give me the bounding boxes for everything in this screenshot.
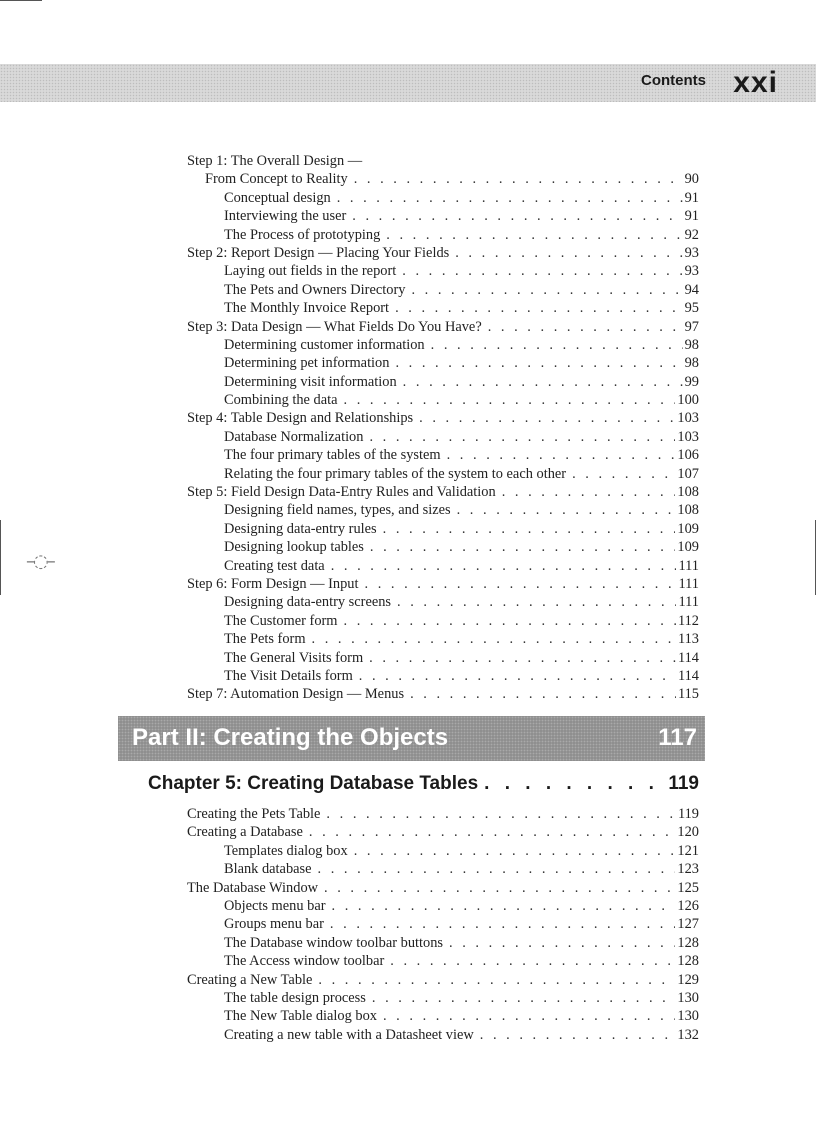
toc-entry-label: Step 6: Form Design — Input — [187, 575, 359, 592]
registration-mark-icon: –◌– — [26, 551, 54, 572]
toc-entry[interactable] — [187, 189, 699, 207]
toc-entry-label: Determining pet information — [224, 355, 390, 372]
toc-entry[interactable] — [187, 1007, 699, 1025]
dot-leader — [330, 915, 675, 933]
toc-entry[interactable] — [187, 152, 699, 170]
dot-leader — [390, 952, 675, 970]
dot-leader — [326, 805, 676, 823]
dot-leader — [337, 189, 683, 207]
crop-mark — [0, 0, 42, 1]
dot-leader — [410, 685, 676, 703]
dot-leader — [411, 281, 682, 299]
dot-leader — [402, 262, 682, 280]
toc-entry-page: 91 — [684, 189, 699, 206]
toc-entry-page: 128 — [677, 934, 699, 951]
toc-entry[interactable] — [187, 685, 699, 703]
running-title: Contents — [641, 72, 706, 89]
part-banner — [118, 716, 705, 761]
toc-entry[interactable] — [187, 354, 699, 372]
toc-entry[interactable] — [187, 952, 699, 970]
toc-entry-page: 130 — [677, 989, 699, 1006]
chapter-page: 119 — [668, 773, 699, 794]
toc-entry[interactable] — [187, 897, 699, 915]
toc-entry-page: 113 — [677, 631, 699, 648]
toc-entry-label: Relating the four primary tables of the system to each other — [224, 465, 567, 482]
toc-entry[interactable] — [187, 989, 699, 1007]
toc-entry-label: The Database Window — [187, 879, 319, 896]
toc-entry[interactable] — [187, 649, 699, 667]
toc-entry-page: 114 — [677, 667, 699, 684]
toc-entry-label: Interviewing the user — [224, 208, 347, 225]
toc-entry[interactable] — [187, 520, 699, 538]
toc-entry-page: 120 — [677, 824, 699, 841]
toc-entry-label: Designing data-entry screens — [224, 594, 392, 611]
toc-entry-label: The Customer form — [224, 612, 338, 629]
toc-entry-label: Conceptual design — [224, 189, 331, 206]
dot-leader — [395, 354, 682, 372]
toc-entry-label: Step 5: Field Design Data-Entry Rules and Validation — [187, 484, 496, 501]
toc-entry-page: 130 — [677, 1008, 699, 1025]
toc-entry-label: Creating a New Table — [187, 971, 313, 988]
toc-entry-page: 93 — [684, 263, 699, 280]
toc-entry[interactable] — [187, 207, 699, 225]
toc-entry-label: Creating a new table with a Datasheet view — [224, 1026, 474, 1043]
toc-entry-label: Step 3: Data Design — What Fields Do You Have? — [187, 318, 482, 335]
toc-entry-page: 111 — [678, 557, 699, 574]
dot-leader — [457, 501, 676, 519]
toc-entry[interactable] — [187, 971, 699, 989]
toc-entry-label: From Concept to Reality — [205, 171, 348, 188]
dot-leader — [395, 299, 683, 317]
toc-entry-page: 90 — [684, 171, 699, 188]
dot-leader — [344, 391, 676, 409]
dot-leader — [318, 971, 675, 989]
dot-leader — [331, 557, 677, 575]
toc-entry-label: Creating test data — [224, 557, 325, 574]
toc-entry-label: The Monthly Invoice Report — [224, 300, 390, 317]
dot-leader — [447, 446, 676, 464]
toc-entry-page: 121 — [677, 842, 699, 859]
toc-entry-label: Blank database — [224, 861, 312, 878]
toc-entry[interactable] — [187, 428, 699, 446]
dot-leader — [312, 630, 676, 648]
toc-entry-label: Combining the data — [224, 392, 338, 409]
toc-entry-page: 108 — [677, 484, 699, 501]
toc-entry[interactable] — [187, 281, 699, 299]
toc-entry-label: Determining customer information — [224, 336, 425, 353]
dot-leader — [352, 207, 682, 225]
toc-entry-page: 91 — [684, 208, 699, 225]
dot-leader — [403, 373, 683, 391]
dot-leader — [354, 842, 676, 860]
toc-entry-label: Designing data-entry rules — [224, 520, 377, 537]
margin-rule-left — [0, 520, 1, 595]
toc-entry[interactable] — [187, 170, 699, 188]
dot-leader — [309, 823, 676, 841]
toc-entry-page: 127 — [677, 916, 699, 933]
toc-entry-label: Determining visit information — [224, 373, 397, 390]
dot-leader — [488, 318, 683, 336]
toc-entry[interactable] — [187, 630, 699, 648]
toc-entry[interactable] — [187, 409, 699, 427]
toc-entry-label: Database Normalization — [224, 428, 364, 445]
toc-entry-label: Creating the Pets Table — [187, 805, 321, 822]
dot-leader — [359, 667, 676, 685]
dot-leader — [332, 897, 676, 915]
dot-leader — [369, 428, 675, 446]
toc-entry[interactable] — [187, 299, 699, 317]
page-number: xxi — [733, 66, 778, 99]
toc-entry-page: 125 — [677, 879, 699, 896]
toc-entry-label: The four primary tables of the system — [224, 447, 441, 464]
toc-entry-label: The Database window toolbar buttons — [224, 934, 444, 951]
toc-entry[interactable] — [187, 842, 699, 860]
dot-leader — [365, 575, 677, 593]
toc-entry-page: 114 — [677, 649, 699, 666]
toc-entry-label: Step 2: Report Design — Placing Your Fields — [187, 244, 450, 261]
dot-leader — [318, 860, 676, 878]
toc-entry-page: 92 — [684, 226, 699, 243]
toc-entry[interactable] — [187, 667, 699, 685]
toc-entry-label: The table design process — [224, 989, 366, 1006]
chapter-heading[interactable] — [148, 773, 699, 795]
dot-leader — [383, 1007, 675, 1025]
toc-entry-page: 100 — [677, 392, 699, 409]
dot-leader — [455, 244, 682, 262]
toc-entry-page: 132 — [677, 1026, 699, 1043]
toc-entry-page: 126 — [677, 897, 699, 914]
toc-entry[interactable] — [187, 915, 699, 933]
toc-section-top — [187, 152, 699, 704]
dot-leader — [397, 593, 676, 611]
toc-entry-page: 107 — [677, 465, 699, 482]
toc-entry-page: 93 — [684, 244, 699, 261]
toc-entry[interactable] — [187, 879, 699, 897]
toc-entry[interactable] — [187, 860, 699, 878]
toc-entry[interactable] — [187, 1026, 699, 1044]
toc-entry[interactable] — [187, 593, 699, 611]
toc-entry-page: 111 — [678, 594, 699, 611]
toc-entry[interactable] — [187, 538, 699, 556]
toc-entry-page: 94 — [684, 281, 699, 298]
toc-entry[interactable] — [187, 373, 699, 391]
toc-entry-label: Designing field names, types, and sizes — [224, 502, 451, 519]
dot-leader — [502, 483, 676, 501]
dot-leader — [370, 538, 676, 556]
toc-entry-label: The Visit Details form — [224, 667, 353, 684]
toc-entry[interactable] — [187, 557, 699, 575]
toc-entry[interactable] — [187, 262, 699, 280]
toc-entry-page: 103 — [677, 428, 699, 445]
toc-entry-page: 108 — [677, 502, 699, 519]
dot-leader — [431, 336, 683, 354]
dot-leader — [369, 649, 676, 667]
toc-entry-label: Step 7: Automation Design — Menus — [187, 686, 405, 703]
toc-entry[interactable] — [187, 823, 699, 841]
toc-entry-label: The Pets form — [224, 631, 306, 648]
toc-entry[interactable] — [187, 446, 699, 464]
toc-entry[interactable] — [187, 391, 699, 409]
toc-entry-page: 128 — [677, 953, 699, 970]
toc-entry-label: Creating a Database — [187, 824, 303, 841]
toc-entry[interactable] — [187, 501, 699, 519]
toc-entry[interactable] — [187, 612, 699, 630]
dot-leader — [419, 409, 675, 427]
toc-entry[interactable] — [187, 805, 699, 823]
part-page: 117 — [658, 724, 697, 751]
toc-entry-page: 115 — [677, 686, 699, 703]
toc-entry[interactable] — [187, 483, 699, 501]
dot-leader — [572, 465, 675, 483]
toc-entry-label: The Process of prototyping — [224, 226, 381, 243]
toc-entry-label: The General Visits form — [224, 649, 364, 666]
dot-leader — [324, 879, 675, 897]
chapter-title: Chapter 5: Creating Database Tables — [148, 773, 479, 794]
toc-entry-page: 123 — [677, 861, 699, 878]
toc-entry[interactable] — [187, 575, 699, 593]
toc-entry-label: Templates dialog box — [224, 842, 348, 859]
toc-entry-page: 106 — [677, 447, 699, 464]
dot-leader — [354, 170, 683, 188]
toc-entry[interactable] — [187, 934, 699, 952]
part-title: Part II: Creating the Objects — [132, 724, 449, 751]
dot-leader — [480, 1026, 676, 1044]
toc-entry-label: Designing lookup tables — [224, 539, 364, 556]
toc-entry[interactable] — [187, 465, 699, 483]
toc-entry[interactable] — [187, 318, 699, 336]
toc-entry-page: 129 — [677, 971, 699, 988]
toc-entry[interactable] — [187, 336, 699, 354]
dot-leader — [383, 520, 676, 538]
toc-entry-page: 109 — [677, 520, 699, 537]
toc-entry-label: Step 4: Table Design and Relationships — [187, 410, 414, 427]
toc-entry[interactable] — [187, 244, 699, 262]
toc-entry-label: The Access window toolbar — [224, 953, 385, 970]
dot-leader — [372, 989, 676, 1007]
toc-entry-label: The Pets and Owners Directory — [224, 281, 406, 298]
toc-entry-page: 103 — [677, 410, 699, 427]
toc-entry-page: 97 — [684, 318, 699, 335]
toc-section-bottom — [187, 805, 699, 1044]
toc-entry-page: 98 — [684, 355, 699, 372]
dot-leader — [344, 612, 676, 630]
toc-entry-page: 95 — [684, 300, 699, 317]
toc-entry-page: 109 — [677, 539, 699, 556]
toc-entry-label: Step 1: The Overall Design — — [187, 152, 363, 169]
toc-entry-label: Groups menu bar — [224, 916, 324, 933]
toc-entry-page: 98 — [684, 336, 699, 353]
dot-leader — [386, 226, 682, 244]
toc-entry-page: 111 — [678, 575, 699, 592]
toc-entry-page: 99 — [684, 373, 699, 390]
toc-entry-page: 112 — [677, 612, 699, 629]
dot-leader — [449, 934, 675, 952]
toc-entry-label: The New Table dialog box — [224, 1008, 377, 1025]
toc-entry-label: Laying out fields in the report — [224, 263, 397, 280]
toc-entry[interactable] — [187, 226, 699, 244]
dot-leader — [484, 773, 664, 795]
toc-entry-label: Objects menu bar — [224, 897, 326, 914]
toc-entry-page: 119 — [677, 805, 699, 822]
